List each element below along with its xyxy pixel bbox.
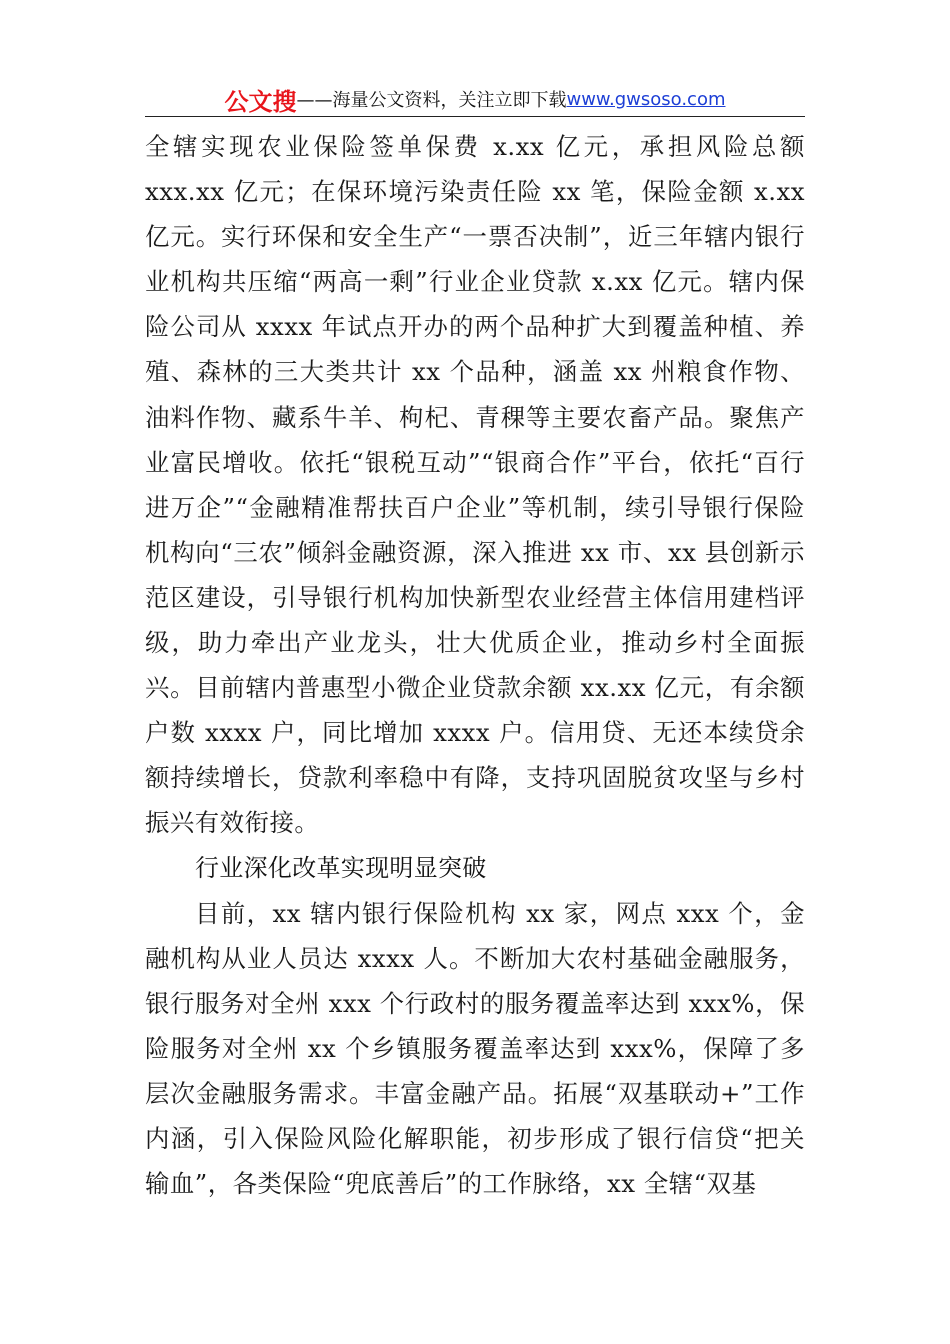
header-tagline: ——海量公文资料，关注立即下载 [296, 90, 567, 111]
page-header [145, 82, 805, 117]
brand-logo-text: 公文搜 [224, 87, 297, 116]
body-paragraph-1: 全辖实现农业保险签单保费 x.xx 亿元，承担风险总额 xxx.xx 亿元；在保环境污染责任险 xx 笔，保险金额 x.xx 亿元。实行环保和安全生产“一票否决制”，近三年辖内银行业机构共压缩“两高一剩”行业企业贷款 x.xx 亿元。辖内保险公司从 xxxx 年试点开办的两个品种扩大到覆盖种植、养殖、森林的三大类共计 xx 个品种，涵盖 xx 州粮食作物、油料作物、藏系牛羊、枸杞、青稞等主要农畜产品。聚焦产业富民增收。依托“银税互动”“银商合作”平台，依托“百行进万企”“金融精准帮扶百户企业”等机制，续引导银行保险机构向“三农”倾斜金融资源，深入推进 xx 市、xx 县创新示范区建设，引导银行机构加快新型农业经营主体信用建档评级，助力牵出产业龙头，壮大优质企业，推动乡村全面振兴。目前辖内普惠型小微企业贷款余额 xx.xx 亿元，有余额户数 xxxx 户，同比增加 xxxx 户。信用贷、无还本续贷余额持续增长，贷款利率稳中有降，支持巩固脱贫攻坚与乡村振兴有效衔接。 [145, 132, 805, 838]
document-body [145, 124, 805, 1206]
body-paragraph-2: 目前，xx 辖内银行保险机构 xx 家，网点 xxx 个，金融机构从业人员达 xxxx 人。不断加大农村基础金融服务，银行服务对全州 xxx 个行政村的服务覆盖率达到 xxx%，保险服务对全州 xx 个乡镇服务覆盖率达到 xxx%，保障了多层次金融服务需求。丰富金融产品。拓展“双基联动+”工作内涵，引入保险风险化解职能，初步形成了银行信贷“把关输血”，各类保险“兜底善后”的工作脉络，xx 全辖“双基 [145, 898, 805, 1199]
section-heading: 行业深化改革实现明显突破 [195, 853, 487, 882]
website-link[interactable]: www.gwsoso.com [566, 88, 726, 110]
